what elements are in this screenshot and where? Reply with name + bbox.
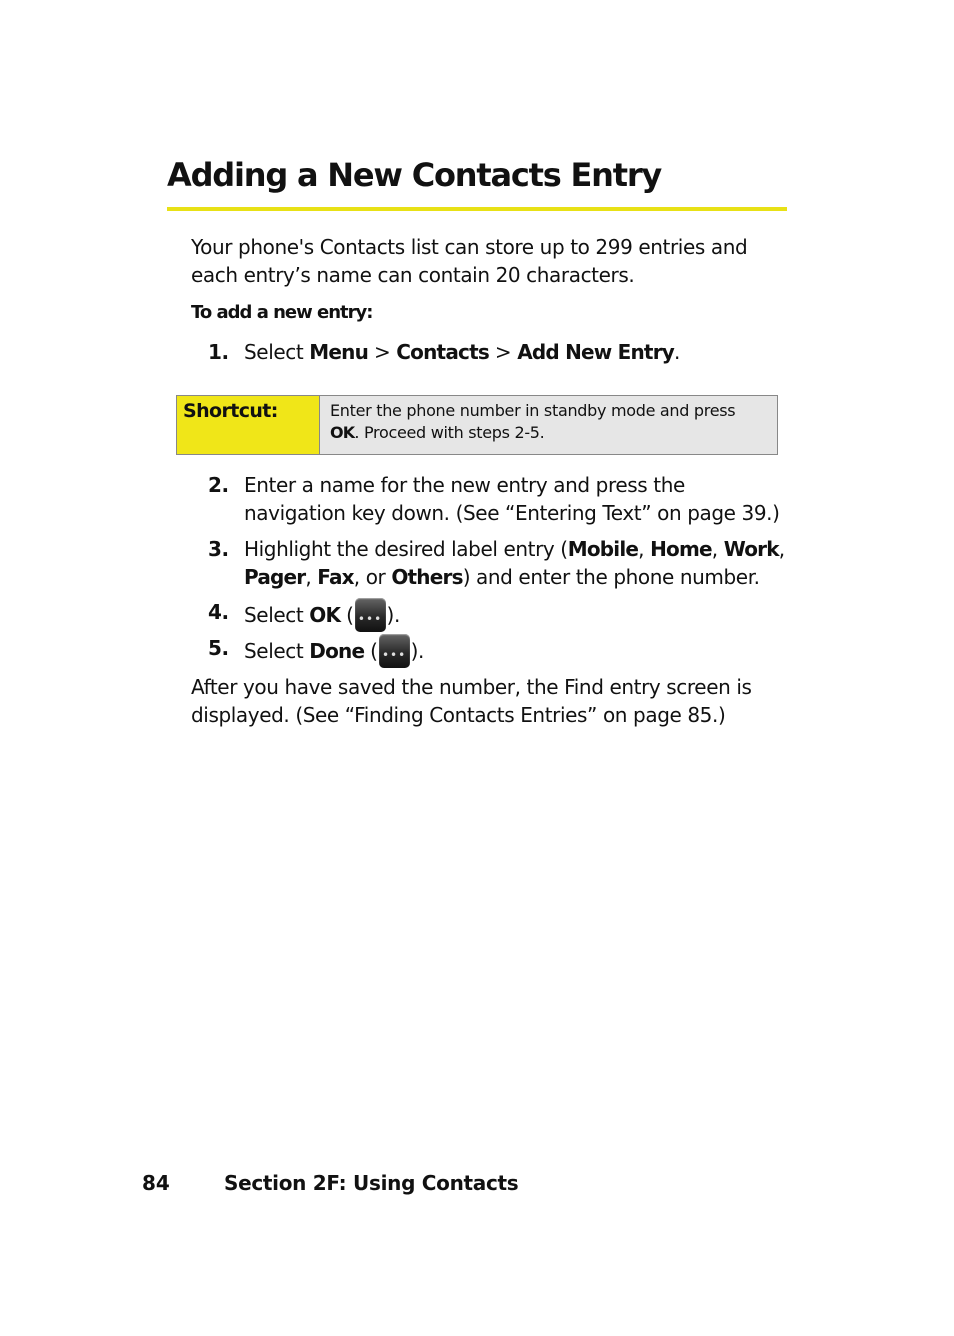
- step-text-part: Select: [244, 603, 310, 627]
- softkey-icon: •••: [355, 598, 386, 632]
- step-text-part: (: [340, 603, 354, 627]
- step-text: [244, 338, 789, 366]
- done-label: Done: [309, 639, 365, 663]
- separator: ,: [711, 537, 724, 561]
- step-text-part: ).: [410, 639, 424, 663]
- intro-paragraph: Your phone's Contacts list can store up to 299 entries and each entry’s name can contain 20 characters.: [191, 235, 748, 287]
- page-title: Adding a New Contacts Entry: [167, 156, 662, 194]
- step-text-part: ).: [386, 603, 400, 627]
- step-text: Enter a name for the new entry and press the navigation key down. (See “Entering Text” on page 39.): [244, 473, 780, 525]
- step-number: 1.: [208, 340, 229, 364]
- separator: , or: [353, 565, 392, 589]
- separator: ,: [305, 565, 318, 589]
- ok-label: OK: [309, 603, 341, 627]
- title-underline: [167, 207, 787, 211]
- outro-paragraph: After you have saved the number, the Find entry screen is displayed. (See “Finding Contacts Entries” on page 85.): [191, 675, 752, 727]
- step-text-part: ) and enter the phone number.: [462, 565, 760, 589]
- shortcut-text-part: Enter the phone number in standby mode and press: [330, 401, 736, 420]
- step-text: [244, 598, 789, 632]
- step-text: [244, 634, 789, 668]
- step-text-part: Select: [244, 340, 310, 364]
- add-new-entry-label: Add New Entry: [517, 340, 674, 364]
- work-label: Work: [723, 537, 779, 561]
- step-number: 4.: [208, 600, 229, 624]
- step-text-part: (: [364, 639, 378, 663]
- step-number: 5.: [208, 636, 229, 660]
- shortcut-table: [176, 395, 778, 455]
- step-text-part: Select: [244, 639, 310, 663]
- ok-label: OK: [330, 423, 355, 442]
- shortcut-text: [320, 396, 777, 454]
- page-number: 84: [142, 1171, 170, 1195]
- step-text-part: Highlight the desired label entry (: [244, 537, 568, 561]
- fax-label: Fax: [317, 565, 354, 589]
- menu-label: Menu: [309, 340, 369, 364]
- home-label: Home: [650, 537, 712, 561]
- softkey-icon: •••: [379, 634, 410, 668]
- separator: >: [368, 340, 397, 364]
- separator: >: [488, 340, 518, 364]
- shortcut-text-part: . Proceed with steps 2-5.: [354, 423, 545, 442]
- step-text: [244, 535, 789, 591]
- pager-label: Pager: [244, 565, 306, 589]
- mobile-label: Mobile: [567, 537, 639, 561]
- step-number: 3.: [208, 537, 229, 561]
- shortcut-label: Shortcut:: [177, 396, 320, 454]
- step-text-part: .: [674, 340, 680, 364]
- section-title: Section 2F: Using Contacts: [224, 1171, 519, 1195]
- others-label: Others: [391, 565, 463, 589]
- contacts-label: Contacts: [396, 340, 489, 364]
- procedure-heading: To add a new entry:: [191, 302, 373, 323]
- step-number: 2.: [208, 473, 229, 497]
- separator: ,: [638, 537, 651, 561]
- separator: ,: [778, 537, 785, 561]
